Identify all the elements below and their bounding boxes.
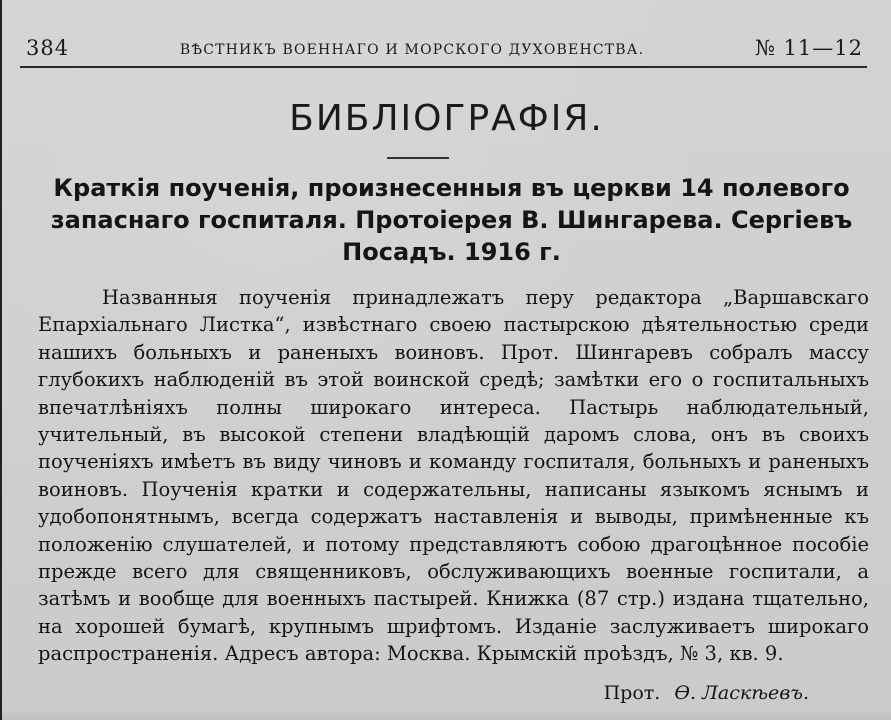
- signature-prefix: Прот.: [603, 682, 661, 704]
- journal-title: ВѢСТНИКЪ ВОЕННАГО И МОРСКОГО ДУХОВЕНСТВА.: [179, 42, 645, 58]
- header-rule: [20, 66, 867, 68]
- title-rule: [387, 157, 449, 159]
- issue-number: № 11—12: [755, 36, 863, 60]
- signature: [604, 682, 809, 704]
- running-head: [26, 36, 863, 64]
- page-number: 384: [26, 36, 70, 60]
- signature-name: Ѳ. Ласкѣевъ.: [674, 682, 809, 704]
- page-edge-shading: [2, 710, 891, 720]
- section-title: БИБЛІОГРАФІЯ.: [289, 98, 604, 139]
- review-body: Названныя поученія принадлежатъ перу редактора „Варшавскаго Епархіальнаго Листка“, извѣстнаго своею пастырскою дѣятельностью среди нашихъ больныхъ и раненыхъ воиновъ. Прот. Шингаревъ собралъ массу глубокихъ наблюденій въ этой воинской средѣ; замѣтки его о госпитальныхъ впечатлѣніяхъ полны широкаго интереса. Пастырь наблюдательный, учительный, въ высокой степени владѣющій даромъ слова, онъ въ своихъ поученіяхъ имѣетъ въ виду чиновъ и команду госпиталя, больныхъ и раненыхъ воиновъ. Поученія кратки и содержательны, написаны языкомъ яснымъ и удобопонятнымъ, всегда содержатъ наставленія и выводы, примѣненные къ положенію слушателей, и потому представляютъ собою драгоцѣнное пособіе прежде всего для священниковъ, обслуживающихъ военные госпитали, а затѣмъ и вообще для военныхъ пастырей. Книжка (87 стр.) издана тщательно, на хорошей бумагѣ, крупнымъ шрифтомъ. Изданіе заслуживаетъ широкаго распространенія. Адресъ автора: Москва. Крымскій проѣздъ, № 3, кв. 9.: [38, 286, 869, 666]
- review-heading: Краткія поученія, произнесенныя въ церкви 14 полевого запаснаго госпиталя. Протоіерея В. Шингарева. Сергіевъ Посадъ. 1916 г.: [50, 174, 853, 266]
